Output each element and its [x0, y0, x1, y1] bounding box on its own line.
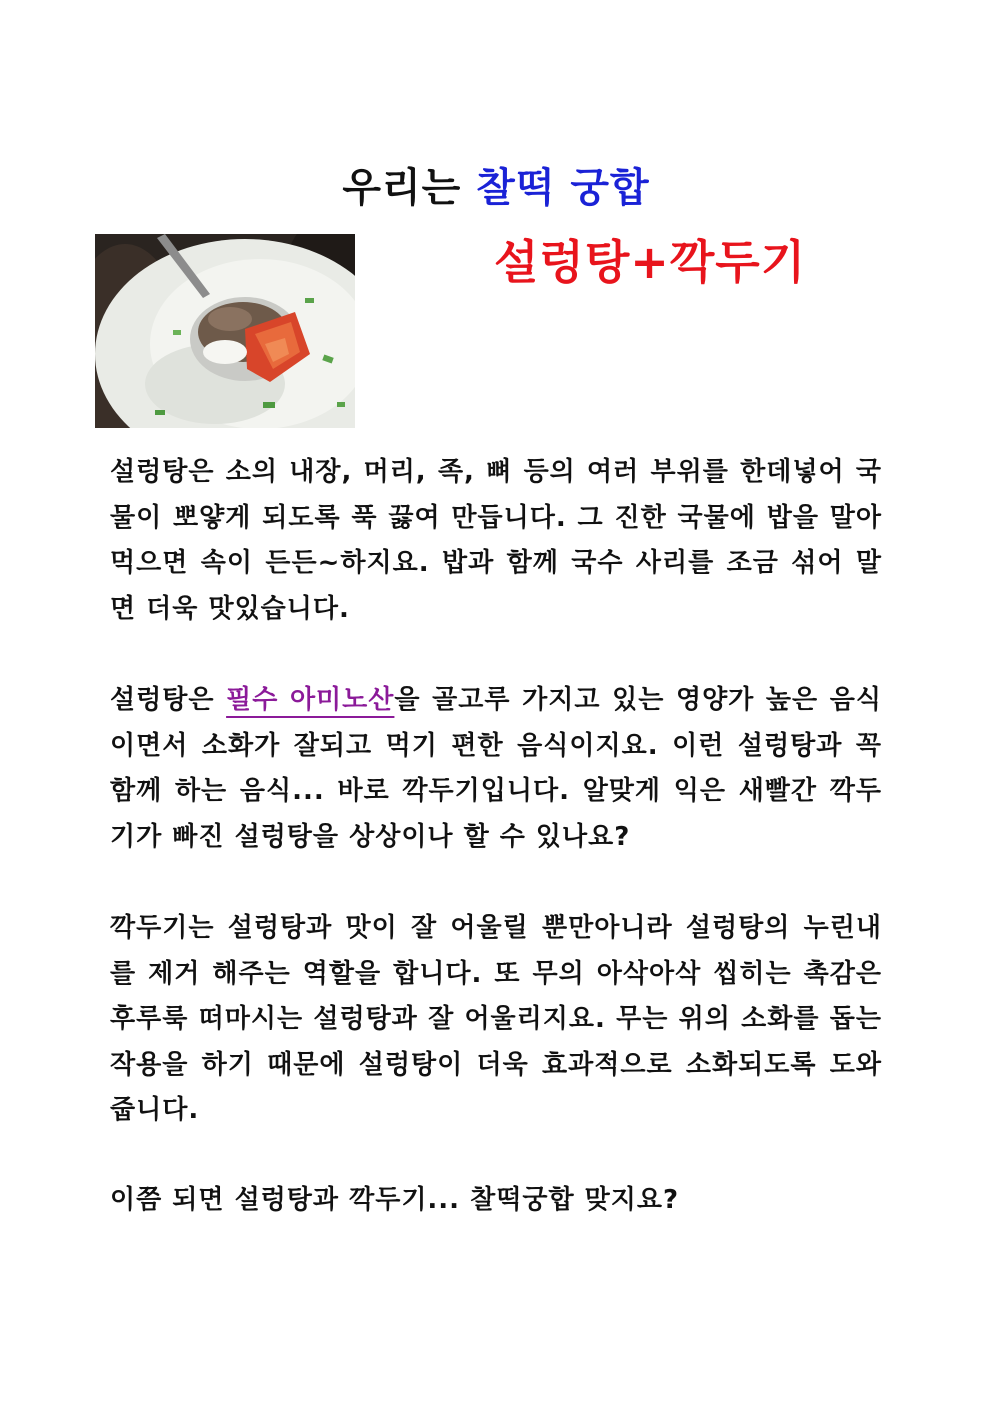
- paragraph-3: [110, 906, 882, 1134]
- paragraph-1: [110, 450, 882, 632]
- paragraph-4: [110, 1178, 882, 1224]
- title-highlight: 찰떡 궁합: [476, 165, 650, 211]
- paragraph-2-text: [110, 678, 882, 860]
- paragraph-4-text: 이쯤 되면 설렁탕과 깍두기... 찰떡궁합 맞지요?: [110, 1185, 680, 1215]
- amino-acid-link[interactable]: 필수 아미노산: [226, 685, 395, 715]
- subtitle: 설렁탕+깍두기: [494, 235, 807, 289]
- paragraph-2-after: 을 골고루 가지고 있는 영양가 높은 음식이면서 소화가 잘되고 먹기 편한 음식이지요. 이런 설렁탕과 꼭 함께 하는 음식... 바로 깍두기입니다. 알맞게 익은 새빨간 깍두기가 빠진 설렁탕을 상상이나 할 수 있나요?: [110, 685, 882, 852]
- paragraph-2: [110, 678, 882, 860]
- paragraph-2-before: 설렁탕은: [110, 685, 227, 715]
- paragraph-1-text: 설렁탕은 소의 내장, 머리, 족, 뼈 등의 여러 부위를 한데넣어 국물이 뽀얗게 되도록 푹 끓여 만듭니다. 그 진한 국물에 밥을 말아 먹으면 속이 든든~하지요. 밥과 함께 국수 사리를 조금 섞어 말면 더욱 맛있습니다.: [110, 457, 882, 624]
- seolleongtang-photo: [95, 234, 355, 428]
- soup-image: [95, 234, 355, 428]
- title-prefix: 우리는: [342, 165, 477, 211]
- paragraph-3-text: 깍두기는 설렁탕과 맛이 잘 어울릴 뿐만아니라 설렁탕의 누린내를 제거 해주는 역할을 합니다. 또 무의 아삭아삭 씹히는 촉감은 후루룩 떠마시는 설렁탕과 잘 어울리지요. 무는 위의 소화를 돕는 작용을 하기 때문에 설렁탕이 더욱 효과적으로 소화되도록 도와줍니다.: [110, 913, 882, 1125]
- page-title: [0, 160, 992, 216]
